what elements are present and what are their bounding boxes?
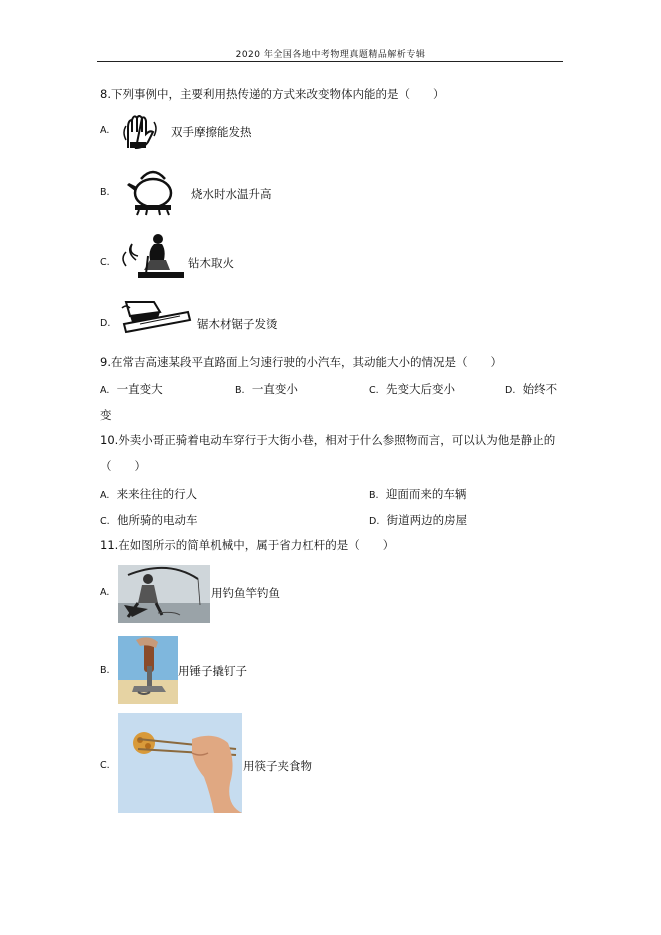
q10-option-c-letter: C. bbox=[100, 516, 110, 527]
rubbing-hands-icon bbox=[120, 112, 162, 152]
saw-wood-icon bbox=[120, 298, 192, 334]
q10-option-a-letter: A. bbox=[100, 490, 110, 501]
q8-option-c-letter: C. bbox=[100, 257, 110, 268]
q10-option-c-text: 他所骑的电动车 bbox=[116, 513, 198, 527]
q9-option-d-text: 始终不 bbox=[522, 382, 558, 396]
q9-option-d bbox=[505, 381, 557, 397]
q9-option-a bbox=[100, 381, 163, 397]
q9-option-b-text: 一直变小 bbox=[251, 382, 298, 396]
q9-option-a-letter: A. bbox=[100, 385, 110, 396]
q9-option-b bbox=[235, 381, 298, 397]
q11-option-a-text: 用钓鱼竿钓鱼 bbox=[211, 586, 280, 600]
q9-option-c-text: 先变大后变小 bbox=[385, 382, 455, 396]
question-10-stem: 10.外卖小哥正骑着电动车穿行于大街小巷，相对于什么参照物而言，可以认为他是静止的 bbox=[100, 433, 556, 447]
q9-option-a-text: 一直变大 bbox=[116, 382, 163, 396]
q8-option-a-text: 双手摩擦能发热 bbox=[171, 125, 252, 139]
q9-option-c-letter: C. bbox=[369, 385, 379, 396]
q9-option-d-letter: D. bbox=[505, 385, 516, 396]
q10-option-d-text: 街道两边的房屋 bbox=[386, 513, 468, 527]
q10-option-d bbox=[369, 512, 467, 528]
fishing-rod-photo-icon bbox=[118, 565, 210, 623]
q8-option-d-letter: D. bbox=[100, 318, 111, 329]
question-8-stem: 8.下列事例中，主要利用热传递的方式来改变物体内能的是（ ） bbox=[100, 87, 445, 101]
header-rule bbox=[97, 61, 563, 62]
q8-option-b-text: 烧水时水温升高 bbox=[191, 187, 272, 201]
q10-option-b-letter: B. bbox=[369, 490, 379, 501]
kettle-icon bbox=[125, 165, 181, 217]
q8-option-d-text: 锯木材锯子发烫 bbox=[197, 317, 278, 331]
q9-option-b-letter: B. bbox=[235, 385, 245, 396]
q8-option-b-letter: B. bbox=[100, 187, 110, 198]
hammer-nail-photo-icon bbox=[118, 636, 178, 704]
q8-option-c-text: 钻木取火 bbox=[188, 256, 234, 270]
question-9-stem: 9.在常吉高速某段平直路面上匀速行驶的小汽车，其动能大小的情况是（ ） bbox=[100, 355, 502, 369]
q11-option-b-text: 用锤子撬钉子 bbox=[178, 664, 247, 678]
page-header: 2020 年全国各地中考物理真题精品解析专辑 bbox=[235, 50, 426, 60]
q10-option-b bbox=[369, 486, 466, 502]
q8-option-a-letter: A. bbox=[100, 125, 110, 136]
q9-option-d-wrap: 变 bbox=[100, 408, 112, 422]
q10-option-d-letter: D. bbox=[369, 516, 380, 527]
q11-option-c-text: 用筷子夹食物 bbox=[243, 759, 312, 773]
question-11-stem: 11.在如图所示的简单机械中，属于省力杠杆的是（ ） bbox=[100, 538, 395, 552]
q9-option-c bbox=[369, 381, 455, 397]
q10-option-a bbox=[100, 486, 197, 502]
q10-option-c bbox=[100, 512, 197, 528]
drilling-wood-fire-icon bbox=[118, 230, 188, 282]
q11-option-b-letter: B. bbox=[100, 665, 110, 676]
q10-option-a-text: 来来往往的行人 bbox=[116, 487, 198, 501]
question-10-stem-cont: （ ） bbox=[100, 459, 146, 473]
q11-option-a-letter: A. bbox=[100, 587, 110, 598]
q11-option-c-letter: C. bbox=[100, 760, 110, 771]
q10-option-b-text: 迎面而来的车辆 bbox=[385, 487, 467, 501]
chopsticks-photo-icon bbox=[118, 713, 242, 813]
